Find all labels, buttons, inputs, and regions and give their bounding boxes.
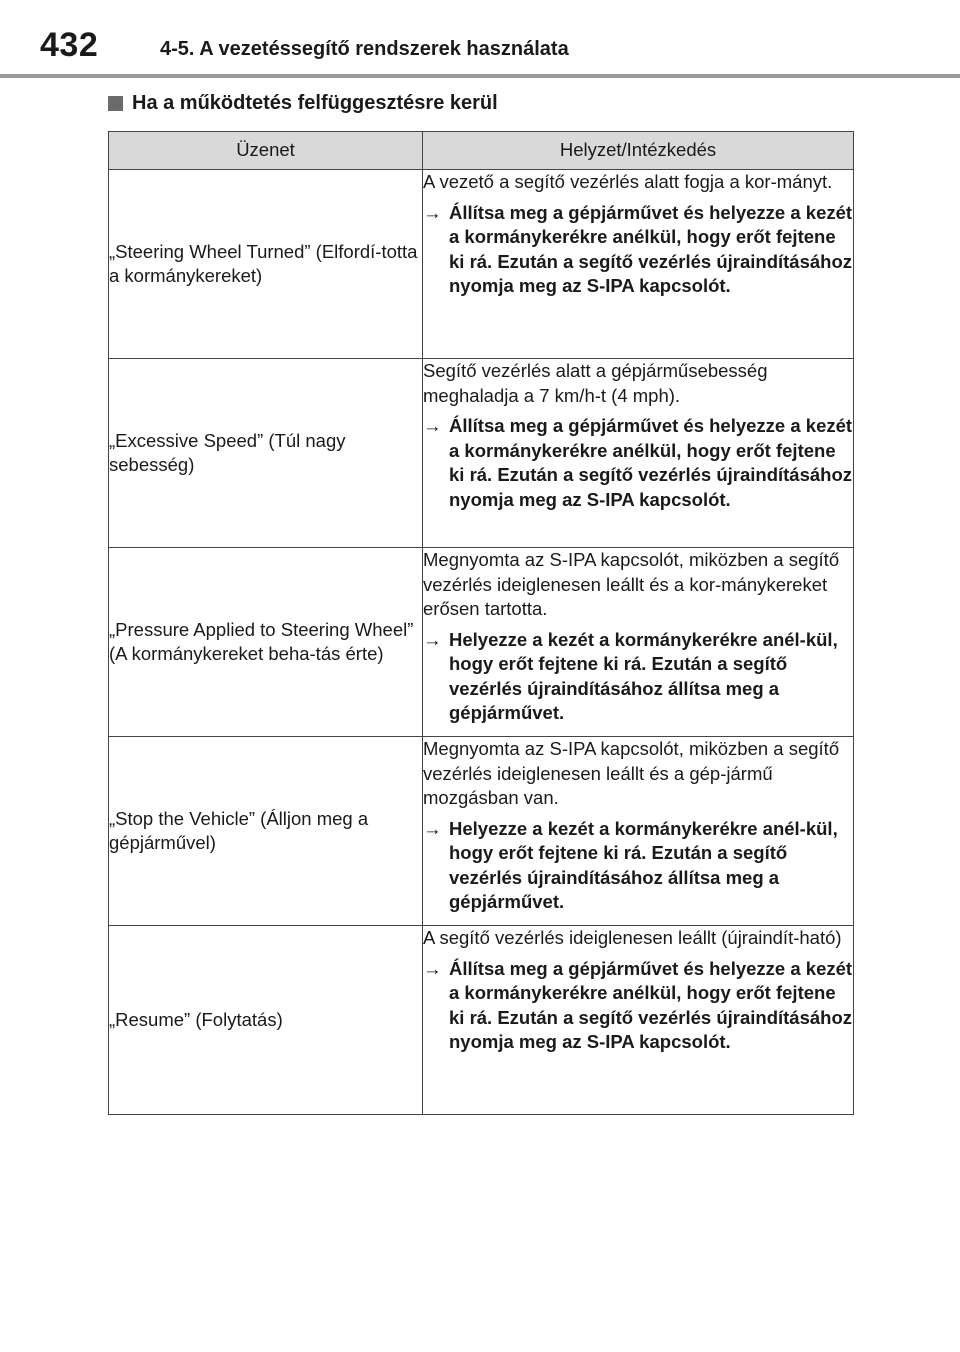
arrow-right-icon: → — [423, 957, 442, 979]
message-cell: „Resume” (Folytatás) — [109, 926, 423, 1115]
action-text: Állítsa meg a gépjárművet és helyezze a kezét a kormánykerékre anélkül, hogy erőt fejtene ki rá. Ezután a segítő vezérlés újraindításához nyomja meg az S-IPA kapcsolót. — [449, 201, 853, 296]
section-heading — [108, 92, 498, 115]
table-header-row — [109, 132, 854, 170]
header-divider — [0, 74, 960, 78]
column-header-action: Helyzet/Intézkedés — [423, 132, 854, 170]
action-text-block — [423, 957, 853, 1055]
action-text: Helyezze a kezét a kormánykerékre anél-kül, hogy erőt fejtene ki rá. Ezután a segítő vezérlés újraindításához állítsa meg a gépjárművet. — [449, 628, 838, 723]
message-cell: „Stop the Vehicle” (Álljon meg a gépjárművel) — [109, 737, 423, 926]
arrow-right-icon: → — [423, 201, 442, 223]
situation-text: Segítő vezérlés alatt a gépjárműsebesség meghaladja a 7 km/h-t (4 mph). — [423, 360, 768, 406]
action-cell — [423, 359, 854, 548]
action-cell — [423, 737, 854, 926]
action-text-block — [423, 414, 853, 512]
table-row — [109, 170, 854, 359]
table-row — [109, 926, 854, 1115]
action-text-block — [423, 628, 853, 726]
arrow-right-icon: → — [423, 817, 442, 839]
action-text: Helyezze a kezét a kormánykerékre anél-kül, hogy erőt fejtene ki rá. Ezután a segítő vezérlés újraindításához állítsa meg a gépjárművet. — [449, 817, 838, 912]
action-text: Állítsa meg a gépjárművet és helyezze a kezét a kormánykerékre anélkül, hogy erőt fejtene ki rá. Ezután a segítő vezérlés újraindításához nyomja meg az S-IPA kapcsolót. — [449, 957, 853, 1052]
column-header-message: Üzenet — [109, 132, 423, 170]
section-heading-text: Ha a működtetés felfüggesztésre kerül — [132, 92, 498, 114]
chapter-title: 4-5. A vezetéssegítő rendszerek használata — [160, 38, 569, 60]
situation-text: Megnyomta az S-IPA kapcsolót, miközben a segítő vezérlés ideiglenesen leállt és a kor-mánykereket erősen tartotta. — [423, 549, 840, 619]
arrow-right-icon: → — [423, 628, 442, 650]
message-cell: „Excessive Speed” (Túl nagy sebesség) — [109, 359, 423, 548]
action-cell — [423, 548, 854, 737]
page-number: 432 — [40, 26, 99, 64]
table-row — [109, 548, 854, 737]
action-text-block — [423, 201, 853, 299]
table-row — [109, 359, 854, 548]
message-cell: „Pressure Applied to Steering Wheel” (A kormánykereket beha-tás érte) — [109, 548, 423, 737]
message-cell: „Steering Wheel Turned” (Elfordí-totta a kormánykereket) — [109, 170, 423, 359]
arrow-right-icon: → — [423, 415, 442, 436]
action-text-block — [423, 817, 853, 915]
page-header — [0, 0, 960, 78]
action-cell — [423, 926, 854, 1115]
square-bullet-icon — [108, 96, 123, 111]
situation-text: A vezető a segítő vezérlés alatt fogja a kor-mányt. — [423, 171, 833, 192]
situation-text: A segítő vezérlés ideiglenesen leállt (újraindít-ható) — [423, 927, 842, 948]
table-row — [109, 737, 854, 926]
situation-text: Megnyomta az S-IPA kapcsolót, miközben a segítő vezérlés ideiglenesen leállt és a gép-jármű mozgásban van. — [423, 738, 840, 808]
action-text: Állítsa meg a gépjárművet és helyezze a kezét a kormánykerékre anélkül, hogy erőt fejtene ki rá. Ezután a segítő vezérlés újraindításához nyomja meg az S-IPA kapcsolót. — [449, 415, 853, 510]
message-table — [108, 131, 854, 1115]
action-cell — [423, 170, 854, 359]
